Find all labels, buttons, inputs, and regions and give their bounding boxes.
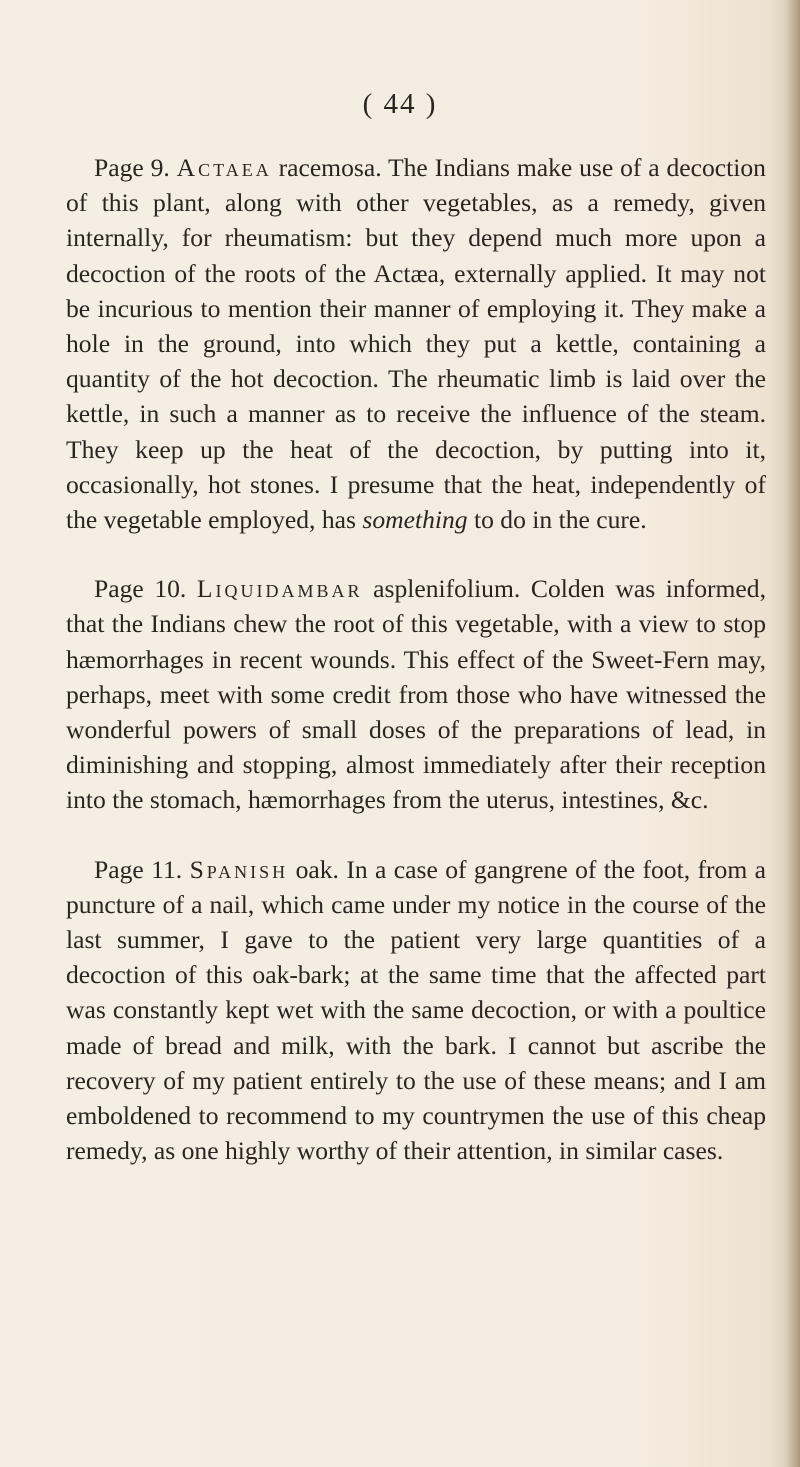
paragraph-text: The Indians make use of a decoction of this plant, along with other vegetables, as a remedy, given internally, for rheumatism: but they depend much more upon a decoction of the roots of the Actæa, externally applied. It may not be incurious to mention their manner of employing it. They make a hole in the ground, into which they put a kettle, containing a quantity of the hot decoction. The rheumatic limb is laid over the kettle, in such a manner as to receive the influence of the steam. They keep up the heat of the decoction, by putting into it, occasionally, hot stones. I presume that the heat, independently of the vegetable employed, has [66, 153, 766, 535]
paragraph-liquidambar [66, 571, 766, 817]
species-name: asplenifolium. [362, 574, 521, 604]
paragraph-text: In a case of gangrene of the foot, from a puncture of a nail, which came under my notice in the course of the last summer, I gave to the patient very large quantities of a decoction of this oak-bark; at the same time that the affected part was constantly kept wet with the same decoction, or with a poultice made of bread and milk, with the bark. I cannot but ascribe the recovery of my patient entirely to the use of these means; and I am emboldened to recommend to my countrymen the use of this cheap remedy, as one highly worthy of their attention, in similar cases. [66, 854, 766, 1166]
species-name: racemosa. [271, 153, 382, 182]
species-name: oak. [288, 854, 339, 884]
paragraph-tail: to do in the cure. [467, 505, 647, 535]
emphasized-word: something [362, 505, 468, 535]
page-reference: Page 10. [94, 574, 187, 604]
paragraph-spanish-oak [66, 852, 766, 1169]
page-edge-shadow [786, 0, 800, 1467]
paragraph-text: Colden was informed, that the Indians chew the root of this vegetable, with a view to stop hæmorrhages in recent wounds. This effect of the Sweet-Fern may, perhaps, meet with some credit from those who have witnessed the wonderful powers of small doses of the preparations of lead, in diminishing and stopping, almost immediately after their reception into the stomach, hæmorrhages from the uterus, intestines, &c. [66, 574, 766, 815]
genus-name: Spanish [189, 854, 289, 884]
page-reference: Page 9. [94, 153, 170, 182]
paragraph-actaea [66, 150, 766, 537]
page-body [66, 150, 766, 1202]
genus-name: Liquidambar [196, 574, 363, 604]
genus-name: Actaea [176, 153, 272, 182]
page-number: ( 44 ) [362, 88, 438, 120]
page-reference: Page 11. [94, 854, 183, 884]
